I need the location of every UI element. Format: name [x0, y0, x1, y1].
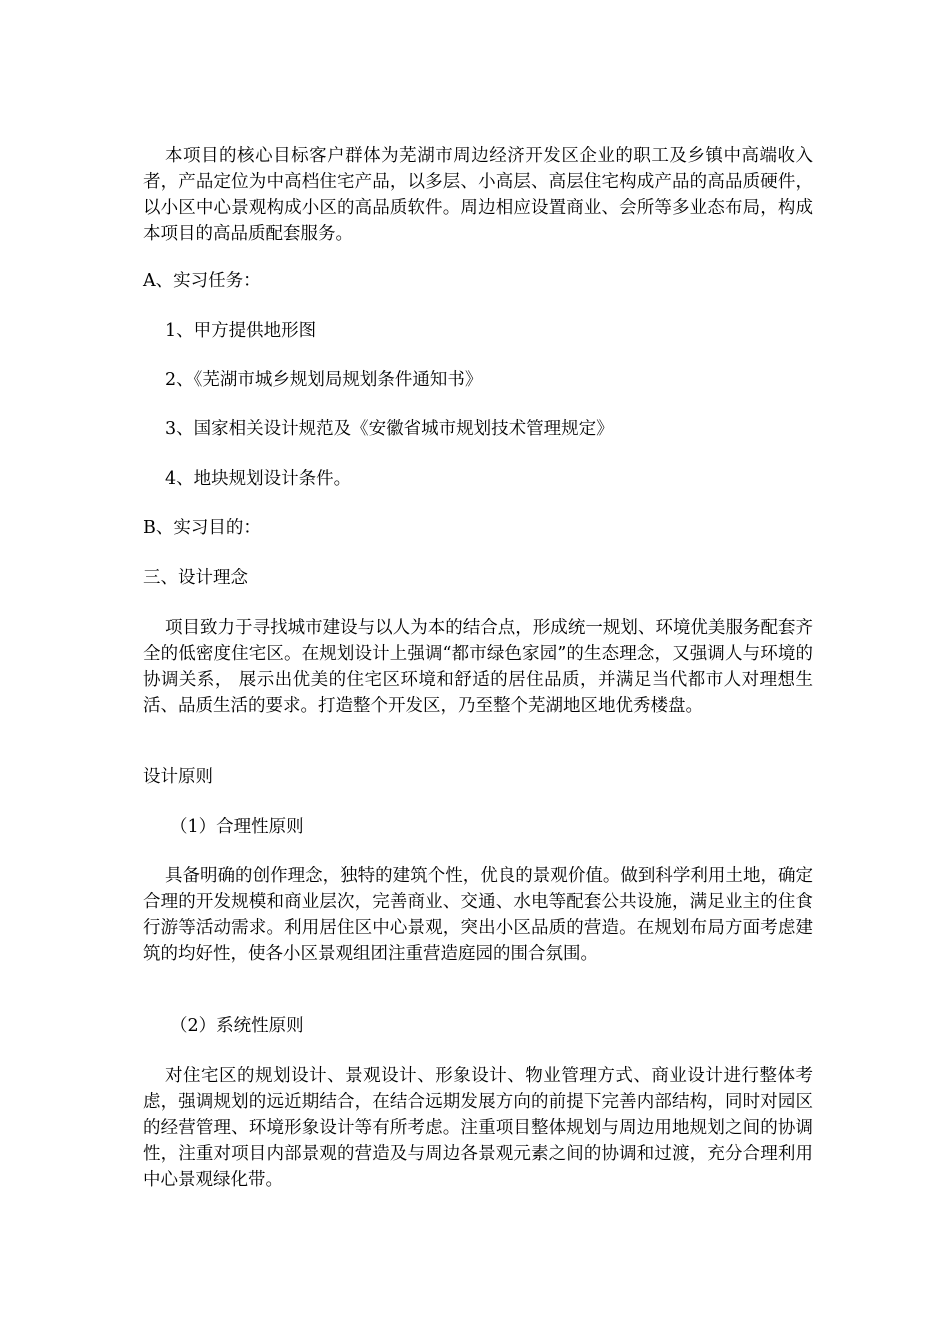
principle-2-paragraph: 对住宅区的规划设计、景观设计、形象设计、物业管理方式、商业设计进行整体考虑，强调规划的远近期结合，在结合远期发展方向的前提下完善内部结构，同时对园区的经营管理、环境形象设计等有所考虑。注重项目整体规划与周边用地规划之间的协调性，注重对项目内部景观的营造及与周边各景观元素之间的协调和过渡，充分合理利用中心景观绿化带。	[143, 1066, 813, 1190]
principle-1-heading: （1）合理性原则	[170, 817, 304, 837]
principle-2-heading: （2）系统性原则	[170, 1016, 304, 1036]
principle-1-paragraph: 具备明确的创作理念，独特的建筑个性，优良的景观价值。做到科学利用土地，确定合理的开发规模和商业层次，完善商业、交通、水电等配套公共设施，满足业主的住食行游等活动需求。利用居住区中心景观，突出小区品质的营造。在规划布局方面考虑建筑的均好性，使各小区景观组团注重营造庭园的围合氛围。	[143, 866, 813, 964]
section-3-heading: 三、设计理念	[143, 568, 248, 588]
task-item: 3、国家相关设计规范及《安徽省城市规划技术管理规定》	[165, 419, 614, 439]
intro-paragraph: 本项目的核心目标客户群体为芜湖市周边经济开发区企业的职工及乡镇中高端收入者，产品定位为中高档住宅产品，以多层、小高层、高层住宅构成产品的高品质硬件，以小区中心景观构成小区的高品质软件。周边相应设置商业、会所等多业态布局，构成本项目的高品质配套服务。	[143, 146, 813, 244]
task-item: 2、《芜湖市城乡规划局规划条件通知书》	[165, 370, 483, 390]
task-item: 4、地块规划设计条件。	[165, 469, 352, 489]
concept-paragraph: 项目致力于寻找城市建设与以人为本的结合点，形成统一规划、环境优美服务配套齐全的低密度住宅区。在规划设计上强调“都市绿色家园”的生态理念，又强调人与环境的协调关系， 展示出优美的住宅区环境和舒适的居住品质，并满足当代都市人对理想生活、品质生活的要求。打造整个开发区，乃至整个芜湖地区地优秀楼盘。	[143, 618, 813, 716]
principles-heading: 设计原则	[143, 767, 213, 787]
section-b-heading: B、实习目的：	[143, 518, 261, 538]
task-item: 1、甲方提供地形图	[165, 321, 317, 341]
section-a-heading: A、实习任务：	[143, 271, 261, 291]
